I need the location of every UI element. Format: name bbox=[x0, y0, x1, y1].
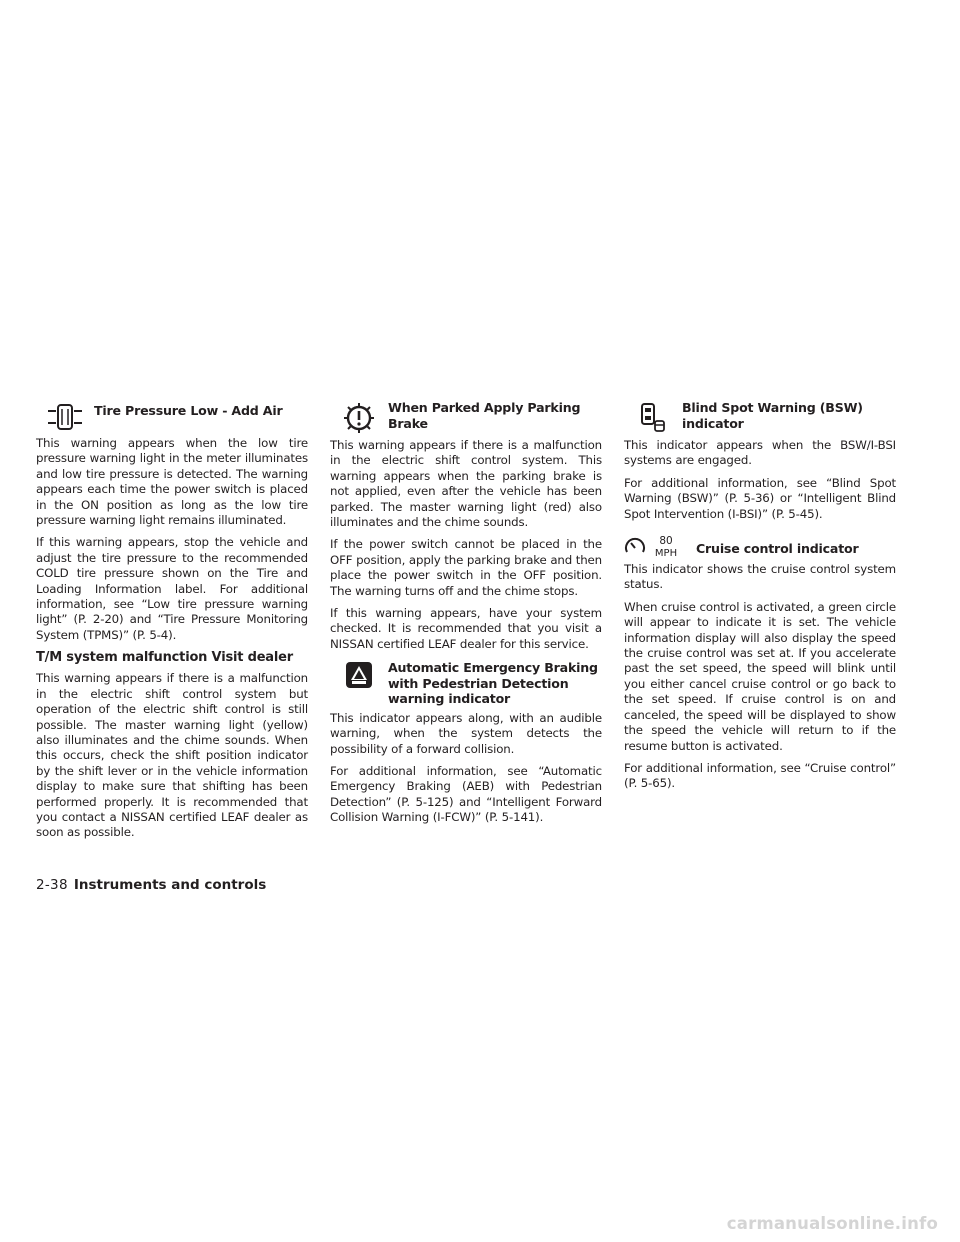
tire-pressure-heading bbox=[36, 400, 308, 432]
cruise-control-para-1: This indicator shows the cruise control system status. bbox=[624, 562, 896, 592]
cruise-control-para-2: When cruise control is activated, a green circle will appear to indicate it is set. The vehicle information display will also display the speed the cruise control was set at. If you accelerate past the set speed, the speed will blink until you either cancel cruise control or go back to the set speed. If cruise control is on and canceled, the speed will be displayed to show the speed the vehicle will return to if the resume button is activated. bbox=[624, 599, 896, 753]
tire-pressure-title: Tire Pressure Low - Add Air bbox=[94, 403, 283, 418]
parking-brake-para-1: This warning appears if there is a malfunction in the electric shift control system. This warning appears when the parking brake is not applied, even after the vehicle has been parked. The master warning light (red) also illuminates and the chime sounds. bbox=[330, 438, 602, 530]
tire-pressure-para-1: This warning appears when the low tire pressure warning light in the meter illuminates and low tire pressure is detected. The warning appears each time the power switch is placed in the ON position as long as the low tire pressure warning light remains illuminated. bbox=[36, 436, 308, 528]
parking-brake-title: When Parked Apply Parking Brake bbox=[388, 400, 581, 431]
page-number: 2-38 bbox=[36, 877, 68, 893]
parking-brake-heading bbox=[330, 400, 602, 434]
section-title: Instruments and controls bbox=[73, 877, 267, 893]
blind-spot-heading bbox=[624, 400, 896, 434]
parking-brake-para-2: If the power switch cannot be placed in the OFF position, apply the parking brake and then place the power switch in the OFF position. The warning turns off and the chime stops. bbox=[330, 537, 602, 598]
aeb-heading bbox=[330, 660, 602, 707]
watermark: carmanualsonline.info bbox=[726, 1214, 938, 1233]
cruise-icon-unit: MPH bbox=[654, 548, 678, 559]
tire-pressure-icon bbox=[36, 400, 94, 432]
column-2 bbox=[330, 400, 602, 833]
tm-malfunction-heading: T/M system malfunction Visit dealer bbox=[36, 650, 293, 666]
blind-spot-para-2: For additional information, see “Blind Spot Warning (BSW)” (P. 5-36) or “Intelligent Blind Spot Intervention (I-BSI)” (P. 5-45). bbox=[624, 475, 896, 521]
parking-brake-warning-icon bbox=[330, 400, 388, 434]
aeb-para-2: For additional information, see “Automatic Emergency Braking (AEB) with Pedestrian Detection” (P. 5-125) and “Intelligent Forward Collision Warning (I-FCW)” (P. 5-141). bbox=[330, 764, 602, 825]
cruise-control-title: Cruise control indicator bbox=[696, 541, 859, 557]
emergency-braking-warning-icon bbox=[330, 660, 388, 688]
column-3 bbox=[624, 400, 896, 799]
blind-spot-warning-icon bbox=[624, 400, 682, 434]
tire-pressure-para-2: If this warning appears, stop the vehicle and adjust the tire pressure to the recommended COLD tire pressure shown on the Tire and Loading Information label. For additional information, see “Low tire pressure warning light” (P. 2-20) and “Tire Pressure Monitoring System (TPMS)” (P. 5-4). bbox=[36, 535, 308, 642]
blind-spot-para-1: This indicator appears when the BSW/I-BSI systems are engaged. bbox=[624, 438, 896, 468]
tm-malfunction-para-1: This warning appears if there is a malfunction in the electric shift control system but operation of the electric shift control is still possible. The master warning light (yellow) also illuminates and the chime sounds. When this occurs, check the shift position indicator by the shift lever or in the vehicle information display to make sure that shifting has been performed properly. It is recommended that you contact a NISSAN certified LEAF dealer as soon as possible. bbox=[36, 671, 308, 840]
aeb-title: Automatic Emergency Braking with Pedestrian Detection warning indicator bbox=[388, 660, 598, 707]
column-1 bbox=[36, 400, 308, 848]
blind-spot-title: Blind Spot Warning (BSW) indicator bbox=[682, 400, 863, 431]
cruise-control-icon bbox=[624, 532, 696, 558]
cruise-icon-speed: 80 bbox=[659, 535, 673, 548]
parking-brake-para-3: If this warning appears, have your system checked. It is recommended that you visit a NISSAN certified LEAF dealer for this service. bbox=[330, 606, 602, 651]
aeb-para-1: This indicator appears along, with an audible warning, when the system detects the possibility of a forward collision. bbox=[330, 710, 602, 756]
cruise-control-para-3: For additional information, see “Cruise control” (P. 5-65). bbox=[624, 760, 896, 791]
cruise-control-heading bbox=[624, 532, 896, 558]
page-footer bbox=[36, 876, 266, 894]
